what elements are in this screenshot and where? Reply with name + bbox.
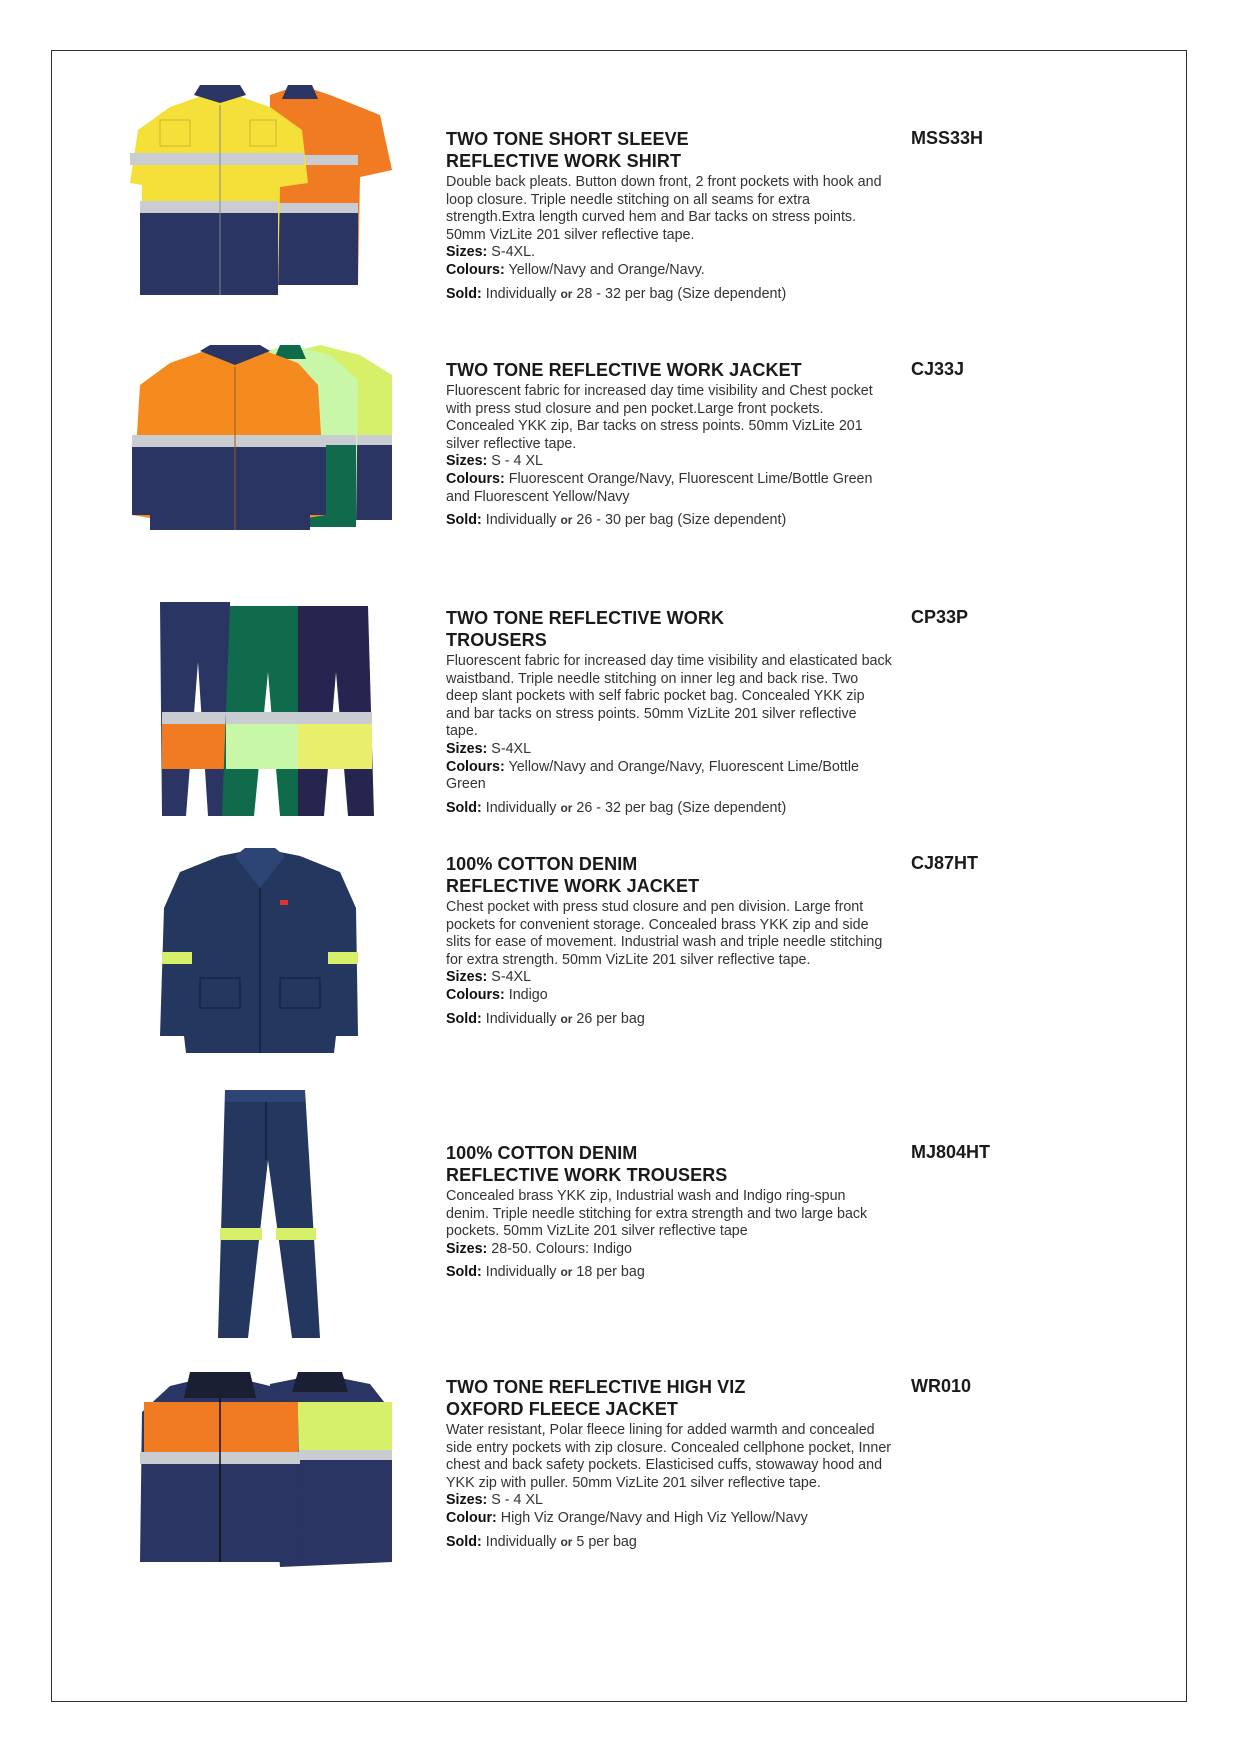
product-description: Chest pocket with press stud closure and pen division. Large front pockets for convenient storage. Concealed brass YKK zip and side slits for ease of movement. Industrial wash and triple needle stitching for extra strength. 50mm VizLite 201 silver reflective tape. <box>446 899 883 968</box>
product-colours: Colours: Fluorescent Orange/Navy, Fluorescent Lime/Bottle Green and Fluorescent Yellow/Navy <box>446 470 873 505</box>
product-sold: Sold: Individually or 28 - 32 per bag (Size dependent) <box>446 285 787 302</box>
product-colours: Colours: Indigo <box>446 986 548 1003</box>
product-code: CJ87HT <box>911 853 979 873</box>
shirt-image <box>130 85 400 300</box>
product-code: WR010 <box>911 1376 972 1396</box>
product-sizes: Sizes: S - 4 XL <box>446 1492 543 1509</box>
product-code: MJ804HT <box>911 1142 991 1162</box>
product-sold: Sold: Individually or 18 per bag <box>446 1264 645 1281</box>
product-code: MSS33H <box>911 128 984 148</box>
product-description: Concealed brass YKK zip, Industrial wash and Indigo ring-spun denim. Triple needle stitching for extra strength and two large back pockets. 50mm VizLite 201 silver reflective tape <box>446 1188 868 1240</box>
denim-trousers-image <box>130 1090 400 1340</box>
product-title: 100% COTTON DENIM REFLECTIVE WORK JACKET <box>446 854 700 896</box>
product-description: Water resistant, Polar fleece lining for added warmth and concealed side entry pockets with zip closure. Concealed cellphone pocket, Inner chest and back safety pockets. Elasticised cuffs, stowaway hood and YKK zip with puller. 50mm VizLite 201 silver reflective tape. <box>446 1422 892 1491</box>
product-title: TWO TONE SHORT SLEEVE REFLECTIVE WORK SHIRT <box>446 129 689 171</box>
product-description: Fluorescent fabric for increased day time visibility and elasticated back waistband. Triple needle stitching on inner leg and back rise. Two deep slant pockets with self fabric pocket bag. Concealed YKK zip and bar tacks on stress points. 50mm VizLite 201 silver reflective tape. <box>446 653 892 740</box>
product-title: TWO TONE REFLECTIVE WORK JACKET <box>446 360 802 380</box>
product-sold: Sold: Individually or 26 - 32 per bag (Size dependent) <box>446 799 787 816</box>
product-sizes: Sizes: S-4XL <box>446 969 532 986</box>
denim-jacket-image <box>130 848 400 1058</box>
product-code: CP33P <box>911 607 969 627</box>
product-sizes: Sizes: S-4XL <box>446 740 532 757</box>
product-title: TWO TONE REFLECTIVE HIGH VIZ OXFORD FLEECE JACKET <box>446 1377 746 1419</box>
product-sizes: Sizes: S-4XL. <box>446 244 536 261</box>
product-description: Double back pleats. Button down front, 2 front pockets with hook and loop closure. Triple needle stitching on all seams for extra strength.Extra length curved hem and Bar tacks on stress points. 50mm VizLite 201 silver reflective tape. <box>446 174 882 243</box>
trousers-image <box>130 602 400 820</box>
product-colours: Colours: Yellow/Navy and Orange/Navy. <box>446 261 705 278</box>
product-sold: Sold: Individually or 5 per bag <box>446 1533 637 1550</box>
product-sold: Sold: Individually or 26 - 30 per bag (Size dependent) <box>446 512 787 529</box>
product-description: Fluorescent fabric for increased day time visibility and Chest pocket with press stud closure and pen pocket.Large front pockets. Concealed YKK zip, Bar tacks on stress points. 50mm VizLite 201 silver reflective tape. <box>446 383 873 452</box>
product-title: 100% COTTON DENIM REFLECTIVE WORK TROUSERS <box>446 1143 728 1185</box>
fleece-jacket-image <box>130 1372 400 1572</box>
product-sizes: Sizes: S - 4 XL <box>446 453 543 470</box>
product-colours: Colours: Yellow/Navy and Orange/Navy, Fluorescent Lime/Bottle Green <box>446 758 859 793</box>
product-title: TWO TONE REFLECTIVE WORK TROUSERS <box>446 608 725 650</box>
product-code: CJ33J <box>911 359 965 379</box>
jacket-image <box>130 345 400 535</box>
product-sold: Sold: Individually or 26 per bag <box>446 1010 645 1027</box>
product-colours: Colour: High Viz Orange/Navy and High Viz Yellow/Navy <box>446 1509 808 1526</box>
product-sizes: Sizes: 28-50. Colours: Indigo <box>446 1240 632 1257</box>
